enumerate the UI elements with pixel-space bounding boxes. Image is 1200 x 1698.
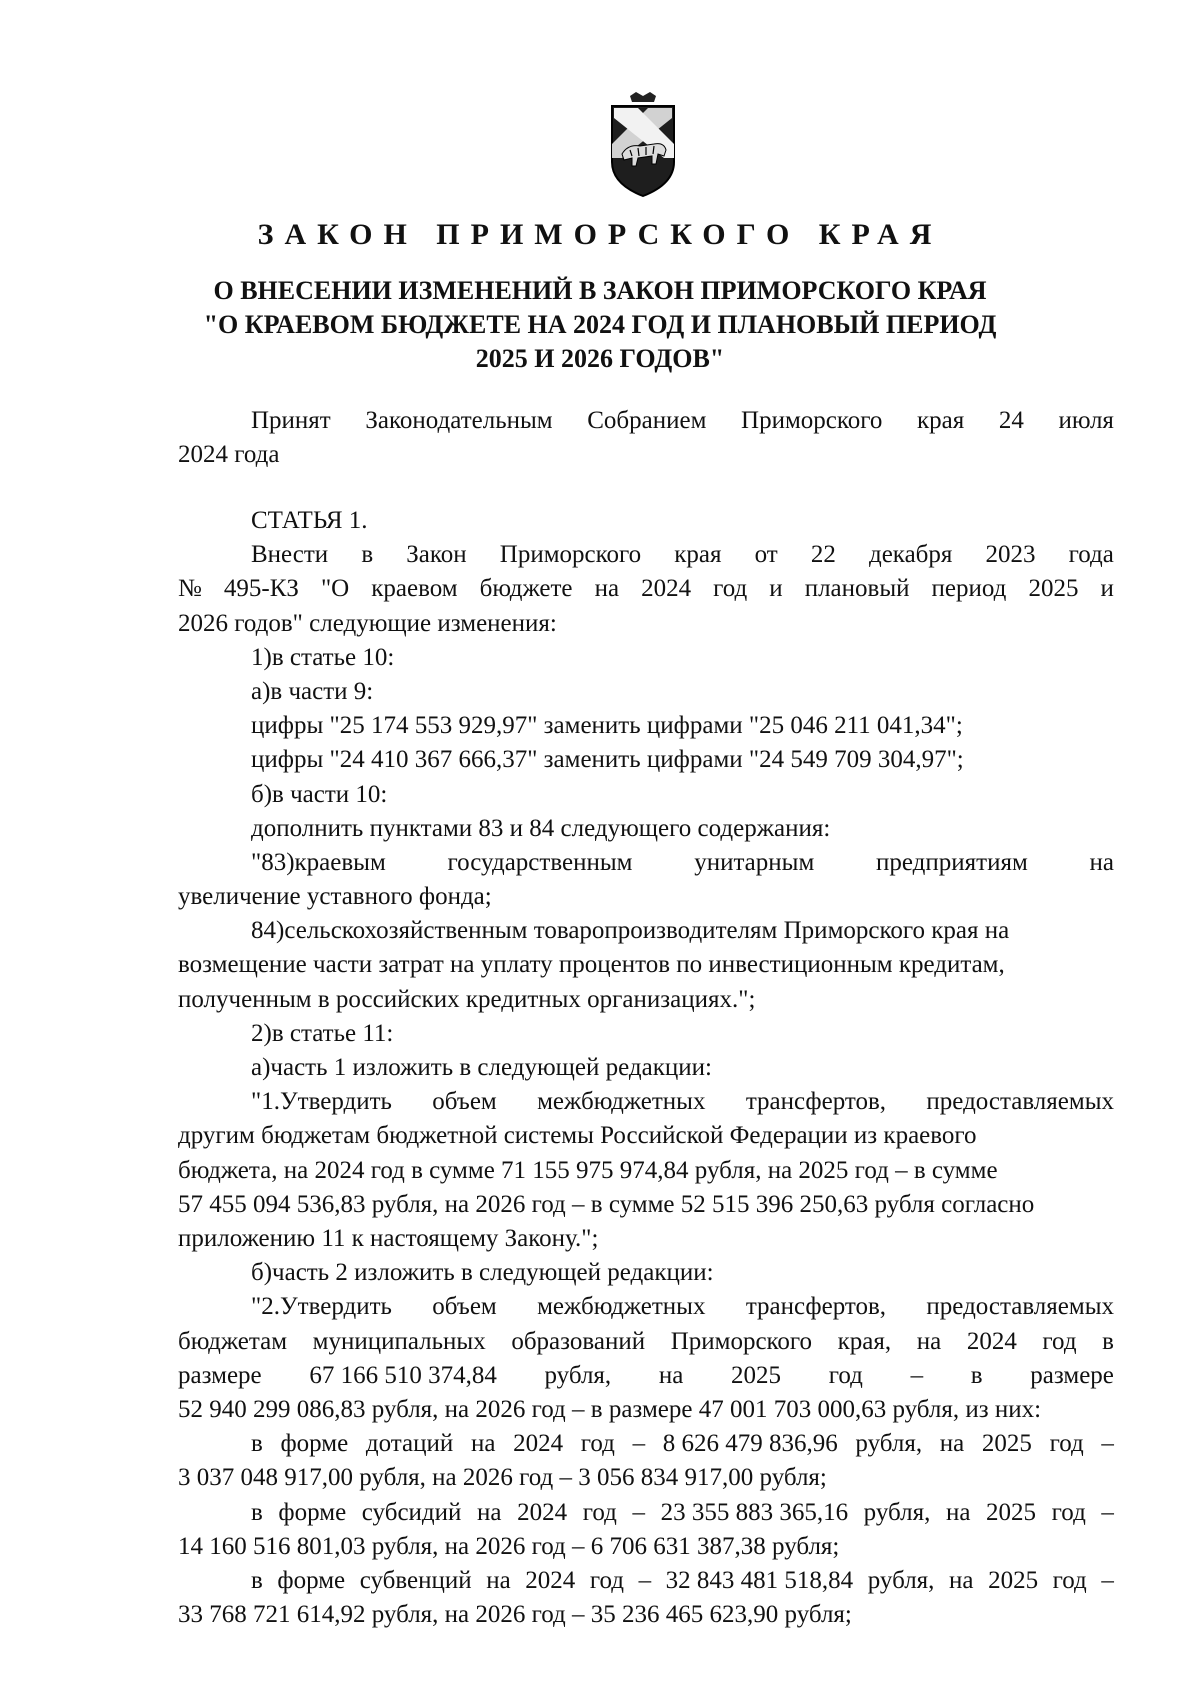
word: год — [1042, 1327, 1077, 1355]
article-body — [178, 504, 1114, 1632]
adoption-line-2: 2024 года — [178, 441, 280, 469]
word: субсидий — [361, 1498, 462, 1526]
adoption-note — [178, 404, 1114, 472]
word: 2023 — [985, 541, 1036, 569]
word: предоставляемых — [926, 1088, 1114, 1116]
word: краевом — [371, 575, 458, 603]
word: предоставляемых — [926, 1293, 1114, 1321]
word: предприятиям — [876, 848, 1028, 876]
word: 8 626 479 836,96 — [662, 1430, 838, 1458]
word: июля — [1058, 407, 1114, 434]
word: на — [594, 575, 620, 603]
text-line: 3 037 048 917,00 рубля, на 2026 год – 3 056 834 917,00 рубля; — [178, 1464, 827, 1492]
word: в — [251, 1498, 263, 1526]
word: "83)краевым — [251, 848, 386, 876]
text-line — [178, 572, 1114, 606]
article-heading: СТАТЬЯ 1. — [251, 507, 368, 534]
text-line — [178, 538, 1114, 572]
word: края, — [837, 1327, 892, 1355]
word: 2025 — [986, 1498, 1037, 1526]
text-line — [178, 846, 1114, 880]
word: 2024 — [966, 1327, 1017, 1355]
word: в — [251, 1566, 263, 1594]
word: образований — [511, 1327, 646, 1355]
text-line: 1)в статье 10: — [251, 643, 395, 671]
text-line: 14 160 516 801,03 рубля, на 2026 год – 6 706 631 387,38 рубля; — [178, 1532, 840, 1560]
word: объем — [432, 1293, 497, 1321]
text-line: а)в части 9: — [251, 677, 374, 705]
text-line: другим бюджетам бюджетной системы Российской Федерации из краевого — [178, 1122, 977, 1150]
word: края — [917, 407, 965, 434]
word: рубля, — [867, 1566, 935, 1594]
word: форме — [277, 1566, 346, 1594]
word: 2024 — [513, 1430, 564, 1458]
word: на — [486, 1566, 511, 1594]
text-line — [178, 1325, 1114, 1359]
word: – — [632, 1430, 646, 1458]
word: 22 — [810, 541, 836, 569]
word: № — [178, 575, 202, 603]
word: на — [916, 1327, 942, 1355]
word: 2024 — [517, 1498, 568, 1526]
word: – — [1101, 1430, 1114, 1458]
word: форме — [278, 1498, 347, 1526]
text-line: полученным в российских кредитных организациях."; — [178, 985, 756, 1013]
text-line: б)часть 2 изложить в следующей редакции: — [251, 1259, 714, 1287]
word: год — [713, 575, 748, 603]
word: год — [580, 1430, 615, 1458]
law-subtitle — [0, 274, 1200, 376]
word: на — [1089, 848, 1114, 876]
word: бюджетам — [178, 1327, 288, 1355]
word: Принят — [251, 407, 331, 434]
text-line — [178, 1290, 1114, 1324]
text-line: 33 768 721 614,92 рубля, на 2026 год – 35 236 465 623,90 рубля; — [178, 1601, 852, 1629]
subtitle-line: "О КРАЕВОМ БЮДЖЕТЕ НА 2024 ГОД И ПЛАНОВЫЙ ПЕРИОД — [203, 310, 997, 339]
text-line: 84)сельскохозяйственным товаропроизводителям Приморского края на — [251, 917, 1010, 945]
word: в — [361, 541, 374, 569]
word: 2025 — [981, 1430, 1032, 1458]
word: и — [769, 575, 783, 603]
text-line: цифры "24 410 367 666,37" заменить цифрами "24 549 709 304,97"; — [251, 746, 964, 774]
text-line: 2026 годов" следующие изменения: — [178, 609, 557, 637]
word: межбюджетных — [537, 1293, 706, 1321]
word: год — [589, 1566, 625, 1594]
word: Собранием — [587, 407, 707, 434]
word: на — [470, 1430, 496, 1458]
text-line: возмещение части затрат на уплату процентов по инвестиционным кредитам, — [178, 951, 1005, 979]
text-line: 52 940 299 086,83 рубля, на 2026 год – в размере 47 001 703 000,63 рубля, из них: — [178, 1395, 1042, 1423]
word: 2025 — [731, 1361, 782, 1389]
text-line: бюджета, на 2024 год в сумме 71 155 975 974,84 рубля, на 2025 год – в сумме — [178, 1156, 998, 1184]
word: трансфертов, — [745, 1088, 887, 1116]
word: муниципальных — [312, 1327, 486, 1355]
adoption-line-1 — [178, 404, 1114, 438]
text-line — [178, 1564, 1114, 1598]
word: 2025 — [988, 1566, 1039, 1594]
word: 2024 — [641, 575, 692, 603]
word: "О — [320, 575, 350, 603]
text-line: дополнить пунктами 83 и 84 следующего содержания: — [251, 814, 831, 842]
word: год — [1051, 1498, 1086, 1526]
word: год — [582, 1498, 617, 1526]
word: в — [1102, 1327, 1114, 1355]
word: объем — [432, 1088, 497, 1116]
word: межбюджетных — [537, 1088, 706, 1116]
word: 2024 — [525, 1566, 576, 1594]
word: субвенций — [359, 1566, 472, 1594]
word: – — [910, 1361, 924, 1389]
word: на — [945, 1498, 971, 1526]
word: Внести — [251, 541, 329, 569]
law-title: ЗАКОН ПРИМОРСКОГО КРАЯ — [257, 218, 943, 251]
word: "2.Утвердить — [251, 1293, 392, 1321]
word: в — [970, 1361, 983, 1389]
word: год — [1052, 1566, 1087, 1594]
text-line — [178, 1427, 1114, 1461]
word: плановый — [804, 575, 910, 603]
word: период — [931, 575, 1007, 603]
word: дотаций — [365, 1430, 454, 1458]
word: Приморского — [670, 1327, 813, 1355]
word: – — [1101, 1566, 1114, 1594]
word: 2025 — [1028, 575, 1079, 603]
word: и — [1100, 575, 1114, 603]
coat-of-arms-emblem — [608, 92, 678, 200]
text-line: приложению 11 к настоящему Закону."; — [178, 1225, 599, 1252]
text-line: цифры "25 174 553 929,97" заменить цифрами "25 046 211 041,34"; — [251, 712, 963, 740]
word: Приморского — [741, 407, 883, 434]
text-line: б)в части 10: — [251, 780, 388, 808]
word: "1.Утвердить — [251, 1088, 392, 1116]
word: рубля, — [544, 1361, 612, 1389]
word: Закон — [406, 541, 467, 569]
text-line — [178, 1496, 1114, 1530]
word: края — [674, 541, 722, 569]
word: рубля, — [863, 1498, 931, 1526]
word: рубля, — [855, 1430, 923, 1458]
word: на — [939, 1430, 965, 1458]
word: бюджете — [479, 575, 573, 603]
word: от — [754, 541, 778, 569]
word: трансфертов, — [745, 1293, 887, 1321]
word: форме — [280, 1430, 349, 1458]
word: год — [828, 1361, 863, 1389]
word: – — [638, 1566, 652, 1594]
word: 495-КЗ — [223, 575, 299, 603]
word: декабря — [868, 541, 953, 569]
word: года — [1068, 541, 1114, 569]
word: Приморского — [499, 541, 642, 569]
word: – — [1101, 1498, 1114, 1526]
word: на — [949, 1566, 974, 1594]
word: размере — [178, 1361, 262, 1389]
word: год — [1049, 1430, 1084, 1458]
subtitle-line: О ВНЕСЕНИИ ИЗМЕНЕНИЙ В ЗАКОН ПРИМОРСКОГО КРАЯ — [213, 276, 987, 305]
word: Законодательным — [365, 407, 553, 434]
text-line: увеличение уставного фонда; — [178, 883, 492, 911]
text-line — [178, 1085, 1114, 1119]
text-line: а)часть 1 изложить в следующей редакции: — [251, 1054, 712, 1082]
word: 67 166 510 374,84 — [309, 1361, 497, 1389]
subtitle-line: 2025 И 2026 ГОДОВ" — [475, 344, 725, 373]
word: 32 843 481 518,84 — [665, 1566, 854, 1594]
word: 23 355 883 365,16 — [660, 1498, 849, 1526]
word: 24 — [998, 407, 1024, 434]
word: унитарным — [694, 848, 815, 876]
word: в — [251, 1430, 263, 1458]
word: государственным — [447, 848, 633, 876]
text-line — [178, 1359, 1114, 1393]
text-line: 57 455 094 536,83 рубля, на 2026 год – в сумме 52 515 396 250,63 рубля согласно — [178, 1190, 1035, 1218]
text-line: 2)в статье 11: — [251, 1019, 394, 1047]
word: размере — [1030, 1361, 1114, 1389]
word: на — [477, 1498, 502, 1526]
word: – — [632, 1498, 645, 1526]
word: на — [658, 1361, 684, 1389]
